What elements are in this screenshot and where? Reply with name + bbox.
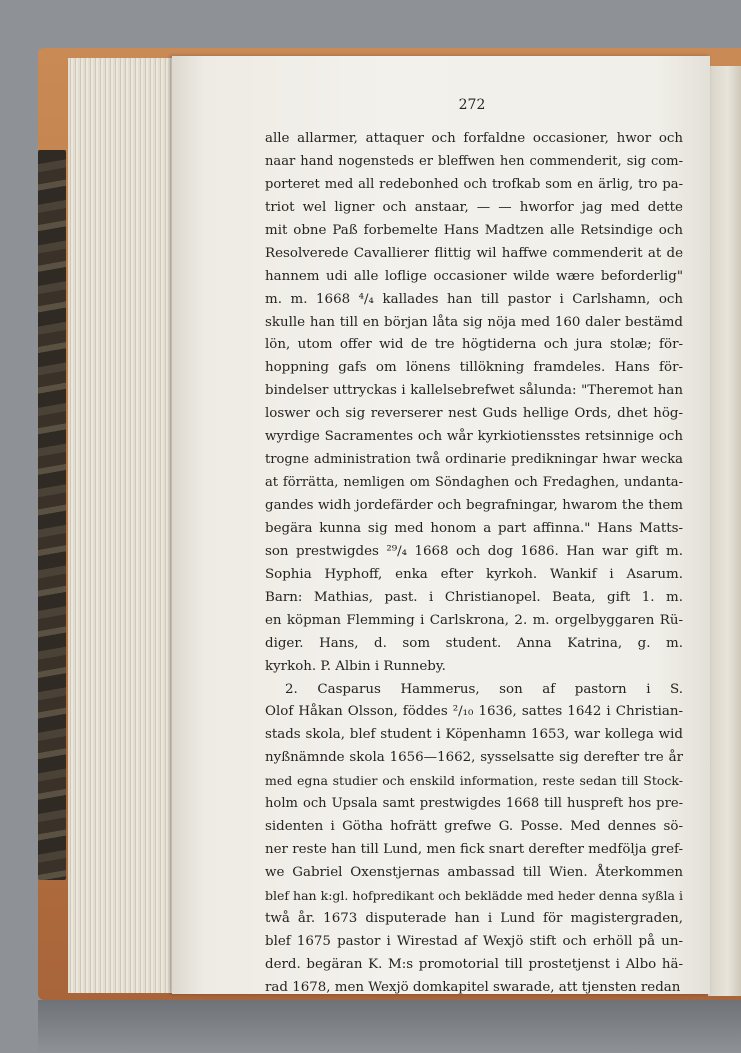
text-line: trogne administration twå ordinarie predikningar hwar wecka — [265, 452, 683, 468]
text-line: nyßnämnde skola 1656—1662, sysselsatte sig derefter tre år — [265, 750, 683, 766]
text-line: porteret med all redebonhed och trofkab som en ärlig, tro pa- — [265, 176, 683, 192]
facing-page-edge — [708, 66, 741, 996]
text-line: naar hand nogensteds er bleffwen hen commenderit, sig com- — [265, 153, 683, 169]
text-line: derd. begäran K. M:s promotorial till prostetjenst i Albo hä- — [265, 956, 683, 972]
text-line: Sophia Hyphoff, enka efter kyrkoh. Wankif i Asarum. — [265, 566, 683, 582]
text-line: son prestwigdes ²⁹/₄ 1668 och dog 1686. Han war gift m. — [265, 543, 683, 559]
text-line: en köpman Flemming i Carlskrona, 2. m. orgelbyggaren Rü- — [265, 612, 683, 628]
text-line: rad 1678, men Wexjö domkapitel swarade, att tjensten redan — [265, 979, 681, 995]
text-line: 2. Casparus Hammerus, son af pastorn i S. — [285, 681, 683, 697]
text-line: med egna studier och enskild information, reste sedan till Stock- — [265, 773, 683, 789]
text-line: diger. Hans, d. som student. Anna Katrina, g. m. — [265, 635, 683, 651]
text-line: lön, utom offer wid de tre högtiderna och jura stolæ; för- — [265, 337, 683, 353]
text-line: m. m. 1668 ⁴/₄ kallades han till pastor i Carlshamn, och — [265, 291, 683, 307]
text-line: Resolverede Cavallierer flittig wil haffwe commenderit at de — [265, 245, 683, 261]
text-line: blef 1675 pastor i Wirestad af Wexjö stift och erhöll på un- — [265, 933, 683, 949]
book-spine — [38, 150, 66, 880]
text-line: we Gabriel Oxenstjernas ambassad till Wien. Återkommen — [265, 865, 683, 880]
text-line: wyrdige Sacramentes och wår kyrkiotiensstes retsinnige och — [265, 429, 683, 445]
text-line: hoppning gafs om lönens tillökning framdeles. Hans för- — [265, 360, 683, 376]
text-line: skulle han till en början låta sig nöja med 160 daler bestämd — [265, 314, 683, 330]
page-number: 272 — [458, 97, 486, 113]
text-line: bindelser uttryckas i kallelsebrefwet sålunda: "Theremot han — [265, 383, 683, 399]
text-line: at förrätta, nemligen om Söndaghen och Fredaghen, undanta- — [265, 475, 683, 491]
text-line: holm och Upsala samt prestwigdes 1668 till huspreft hos pre- — [265, 796, 683, 812]
text-line: loswer och sig reverserer nest Guds hellige Ords, dhet hög- — [265, 406, 683, 422]
text-line: begära kunna sig med honom a part affinna." Hans Matts- — [265, 520, 683, 536]
text-line: hannem udi alle loflige occasioner wilde wære beforderlig" — [265, 268, 683, 284]
text-line: ner reste han till Lund, men fick snart derefter medfölja gref- — [265, 842, 683, 858]
page-stack-edges — [68, 58, 179, 993]
text-line: sidenten i Götha hofrätt grefwe G. Posse. Med dennes sö- — [265, 819, 683, 835]
text-line: gandes widh jordefärder och begrafningar, hwarom the them — [265, 498, 683, 513]
text-line: blef han k:gl. hofpredikant och beklädde med heder denna syßla i — [265, 887, 683, 903]
text-line: kyrkoh. P. Albin i Runneby. — [265, 658, 446, 674]
text-line: twå år. 1673 disputerade han i Lund för magistergraden, — [265, 910, 683, 926]
text-line: mit obne Paß forbemelte Hans Madtzen alle Retsindige och — [265, 222, 683, 238]
text-line: alle allarmer, attaquer och forfaldne occasioner, hwor och — [265, 131, 683, 146]
page-text — [265, 128, 683, 1000]
text-line: Barn: Mathias, past. i Christianopel. Beata, gift 1. m. — [265, 589, 683, 605]
text-line: triot wel ligner och anstaar, — — hworfor jag med dette — [265, 199, 683, 215]
book-page — [172, 56, 710, 994]
text-line: Olof Håkan Olsson, föddes ²/₁₀ 1636, sattes 1642 i Christian- — [265, 704, 683, 720]
background-shadow — [38, 1000, 741, 1053]
text-line: stads skola, blef student i Köpenhamn 1653, war kollega wid — [265, 727, 683, 743]
